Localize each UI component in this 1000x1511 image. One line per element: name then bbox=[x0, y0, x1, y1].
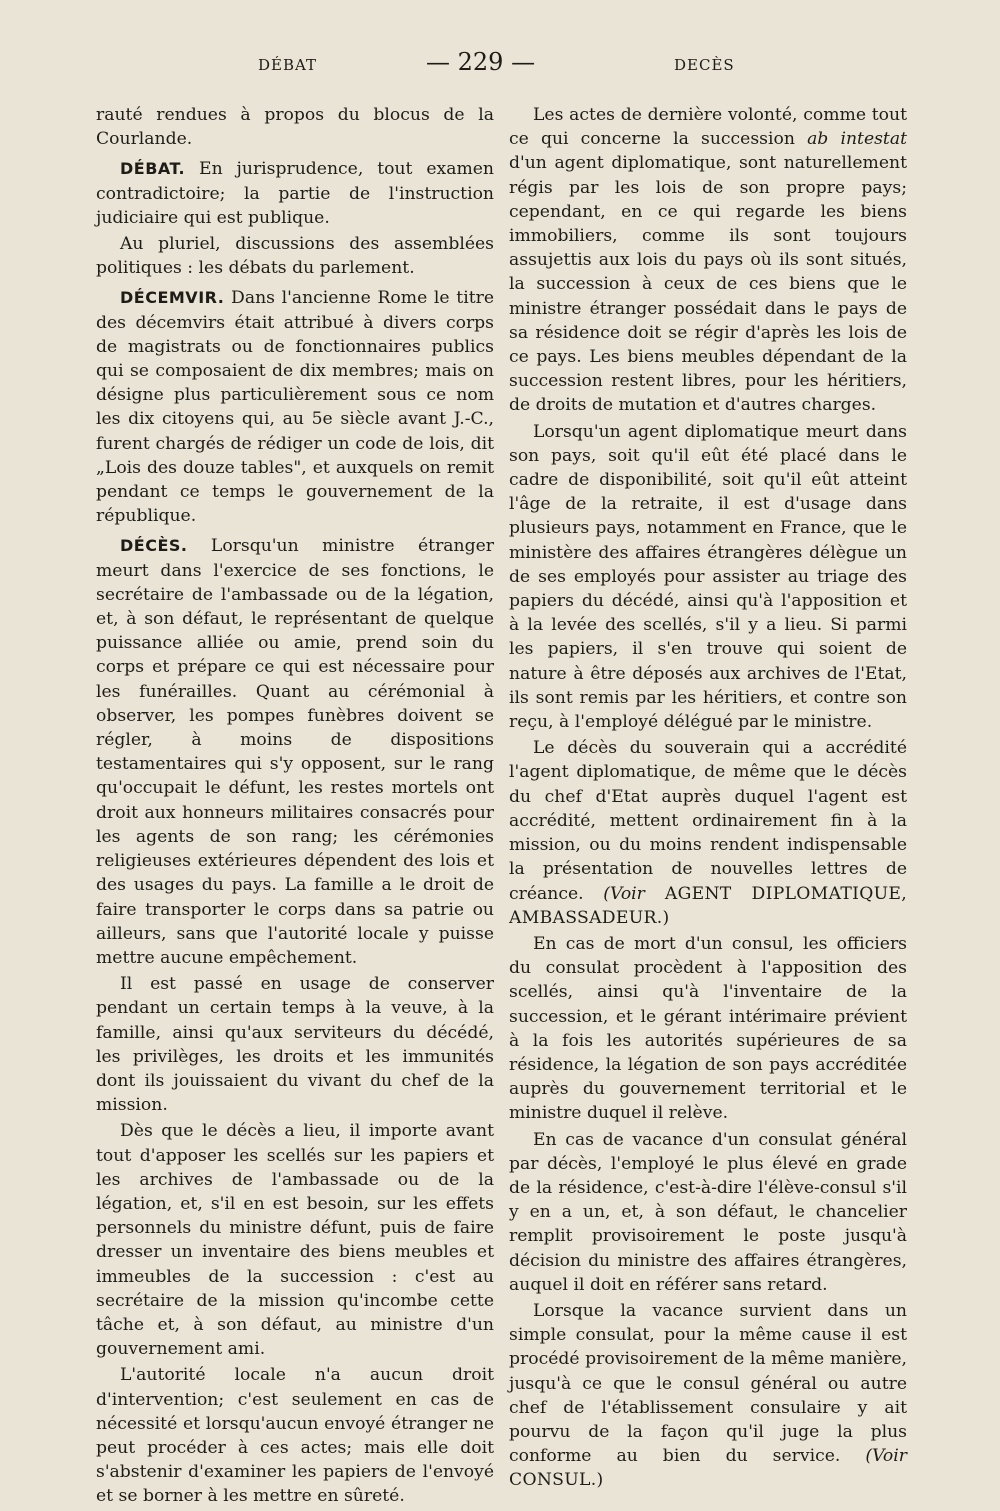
paragraph: Il est passé en usage de conserver pendant un certain temps à la veuve, à la famille, ainsi qu'aux serviteurs du décédé, les privilèges, les droits et les immunités dont ils jouissaient du vivant du chef de la mission. bbox=[96, 974, 494, 1116]
page-number: — 229 — bbox=[426, 48, 536, 76]
paragraph: Dès que le décès a lieu, il importe avant tout d'apposer les scellés sur les papiers et les archives de l'ambassade ou de la légation, et, s'il en est besoin, sur les effets personnels du ministre défunt, puis de faire dresser un inventaire des biens meubles et immeubles de la succession : c'est au secrétaire de la mission qu'incombe cette tâche et, à son défaut, au ministre d'un gouvernement ami. bbox=[96, 1121, 494, 1360]
paragraph: En cas de vacance d'un consulat général par décès, l'employé le plus élevé en grade de la résidence, c'est-à-dire l'élève-consul s'il y en a un, et, à son défaut, le chancelier remplit provisoirement le poste jusqu'à décision du ministre des affaires étrangères, auquel il doit en référer sans retard. bbox=[509, 1129, 907, 1295]
paragraph: Lorsqu'un agent diplomatique meurt dans son pays, soit qu'il eût été placé dans le cadre de disponibilité, soit qu'il eût atteint l'âge de la retraite, il est d'usage dans plusieurs pays, notamment en France, que le ministère des affaires étrangères délègue un de ses employés pour assister au triage des papiers du décédé, ainsi qu'à l'apposition et à la levée des scellés, s'il y a lieu. Si parmi les papiers, il s'en trouve qui soient de nature à être déposés aux archives de l'Etat, ils sont remis par les héritiers, et contre son reçu, à l'employé délégué par le ministre. bbox=[509, 421, 907, 733]
entry-heading: DÉCEMVIR. bbox=[120, 288, 225, 308]
paragraph: Le décès du souverain qui a accrédité l'agent diplomatique, de même que le décès du chef d'Etat auprès duquel l'agent est accrédité, mettent ordinairement fin à la mission, ou du moins rendent indispensable la présentation de nouvelles lettres de créance. (Voir AGENT DIPLOMATIQUE, AMBASSADEUR.) bbox=[509, 738, 907, 928]
entry-decemvir: DÉCEMVIR. Dans l'ancienne Rome le titre des décemvirs était attribué à divers corps de magistrats ou de fonctionnaires publics qui se composaient de dix membres; mais on désigne plus particulièrement sous ce nom les dix citoyens qui, au 5e siècle avant J.-C., furent chargés de rédiger un code de lois, dit „Lois des douze tables", et auxquels on remit pendant ce temps le gouvernement de la république. bbox=[96, 288, 494, 527]
entry-deces: DÉCÈS. Lorsqu'un ministre étranger meurt dans l'exercice de ses fonctions, le secrétaire de l'ambassade ou de la légation, et, à son défaut, le représentant de quelque puissance alliée ou amie, prend soin du corps et prépare ce qui est nécessaire pour les funérailles. Quant au cérémonial à observer, les pompes funèbres doivent se régler, à moins de dispositions testamentaires qui s'y opposent, sur le rang qu'occupait le défunt, les restes mortels ont droit aux honneurs militaires consacrés pour les agents de son rang; les cérémonies religieuses extérieures dépendent des lois et des usages du pays. La famille a le droit de faire transporter le corps dans sa patrie ou ailleurs, sans que l'autorité locale y puisse mettre aucune empêchement. bbox=[96, 536, 494, 968]
right-column bbox=[509, 103, 907, 1495]
paragraph: L'autorité locale n'a aucun droit d'intervention; c'est seulement en cas de nécessité et lorsqu'aucun envoyé étranger ne peut procéder à ces actes; mais elle doit s'abstenir d'examiner les papiers de l'envoyé et se borner à les mettre en sûreté. bbox=[96, 1365, 494, 1507]
entry-debat: DÉBAT. En jurisprudence, tout examen contradictoire; la partie de l'instruction judiciaire qui est publique. bbox=[96, 159, 494, 228]
cross-reference-voir: (Voir bbox=[865, 1446, 907, 1467]
entry-heading: DÉCÈS. bbox=[120, 536, 188, 556]
left-column bbox=[96, 103, 494, 1511]
paragraph: Au pluriel, discussions des assemblées politiques : les débats du parlement. bbox=[96, 234, 494, 279]
header-right-word: DECÈS bbox=[674, 56, 735, 74]
paragraph: rauté rendues à propos du blocus de la Courlande. bbox=[96, 105, 494, 150]
running-header bbox=[96, 44, 910, 84]
cross-reference-voir: (Voir bbox=[603, 883, 645, 904]
entry-heading: DÉBAT. bbox=[120, 159, 186, 179]
header-left-word: DÉBAT bbox=[258, 56, 318, 74]
cross-reference: CONSUL.) bbox=[509, 1470, 604, 1491]
paragraph: Lorsque la vacance survient dans un simple consulat, pour la même cause il est procédé provisoirement de la même manière, jusqu'à ce que le consul général ou autre chef de l'établissement consulaire y ait pourvu de la façon qu'il juge la plus conforme au bien du service. (Voir CONSUL.) bbox=[509, 1300, 907, 1491]
cross-reference: AGENT DIPLOMATIQUE, AMBASSADEUR.) bbox=[509, 883, 907, 928]
paragraph: En cas de mort d'un consul, les officiers du consulat procèdent à l'apposition des scellés, ainsi qu'à l'inventaire de la succession, et le gérant intérimaire prévient à la fois les autorités supérieures de sa résidence, la légation de son pays accréditée auprès du gouvernement territorial et le ministre duquel il relève. bbox=[509, 933, 907, 1124]
paragraph: Les actes de dernière volonté, comme tout ce qui concerne la succession ab intestat d'un agent diplomatique, sont naturellement régis par les lois de son propre pays; cependant, en ce qui regarde les biens immobiliers, comme ils sont toujours assujettis aux lois du pays où ils sont situés, la succession à ceux de ces biens que le ministre étranger possédait dans le pays de sa résidence doit se régir d'après les lois de ce pays. Les biens meubles dépendant de la succession restent libres, pour les héritiers, de droits de mutation et d'autres charges. bbox=[509, 105, 907, 416]
